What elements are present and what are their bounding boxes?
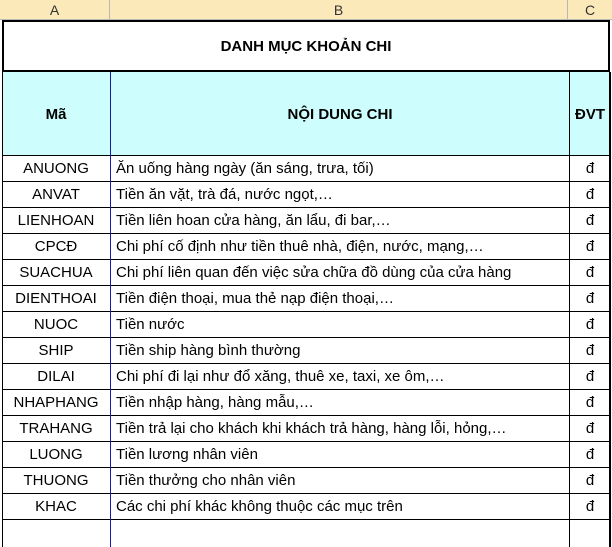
cell-unit[interactable]: đ: [585, 290, 595, 307]
column-header-c[interactable]: C: [584, 2, 596, 18]
cell-code[interactable]: DIENTHOAI: [15, 290, 97, 307]
table-row: [2, 234, 610, 260]
table-row: [2, 494, 610, 520]
cell-description[interactable]: Ăn uống hàng ngày (ăn sáng, trưa, tối): [116, 160, 374, 177]
cell-code[interactable]: TRAHANG: [19, 420, 93, 437]
cell-description[interactable]: Tiền thưởng cho nhân viên: [116, 472, 296, 489]
cell-unit[interactable]: đ: [585, 498, 595, 515]
cell-code[interactable]: KHAC: [35, 498, 77, 515]
cell-code[interactable]: LUONG: [29, 446, 83, 463]
cell-description[interactable]: Tiền nhập hàng, hàng mẫu,…: [116, 394, 314, 411]
cell-description[interactable]: Chi phí cố định như tiền thuê nhà, điện, nước, mạng,…: [116, 238, 484, 255]
header-code[interactable]: Mã: [45, 105, 67, 123]
table-row: [2, 156, 610, 182]
table-row: [2, 286, 610, 312]
table-row: [2, 182, 610, 208]
spreadsheet-grid: [0, 20, 612, 547]
cell-unit[interactable]: đ: [585, 446, 595, 463]
table-header-row: [2, 72, 610, 156]
sheet-title[interactable]: [2, 20, 610, 72]
table-left-border: [2, 72, 3, 547]
column-divider-ab: [110, 72, 111, 547]
cell-unit[interactable]: đ: [585, 316, 595, 333]
column-header-b[interactable]: B: [110, 0, 568, 20]
table-row: [2, 208, 610, 234]
cell-description[interactable]: Tiền liên hoan cửa hàng, ăn lẩu, đi bar,…: [116, 212, 391, 229]
cell-code[interactable]: NHAPHANG: [13, 394, 99, 411]
table-row: [2, 390, 610, 416]
cell-unit[interactable]: đ: [585, 472, 595, 489]
header-unit[interactable]: ĐVT: [575, 105, 605, 123]
table-row: [2, 260, 610, 286]
table-row: [2, 338, 610, 364]
table-body: [2, 156, 610, 520]
cell-description[interactable]: Tiền nước: [116, 316, 185, 333]
cell-code[interactable]: CPCĐ: [34, 238, 78, 255]
cell-unit[interactable]: đ: [585, 212, 595, 229]
column-divider-bc: [569, 72, 570, 547]
table-row: [2, 416, 610, 442]
cell-unit[interactable]: đ: [585, 238, 595, 255]
cell-unit[interactable]: đ: [585, 394, 595, 411]
cell-code[interactable]: SHIP: [38, 342, 74, 359]
cell-description[interactable]: Tiền trả lại cho khách khi khách trả hàng, hàng lỗi, hỏng,…: [116, 420, 507, 437]
cell-description[interactable]: Chi phí đi lại như đổ xăng, thuê xe, taxi, xe ôm,…: [116, 368, 445, 385]
cell-description[interactable]: Các chi phí khác không thuộc các mục trên: [116, 498, 403, 515]
cell-code[interactable]: SUACHUA: [19, 264, 93, 281]
cell-unit[interactable]: đ: [585, 264, 595, 281]
sheet-title-text: DANH MỤC KHOẢN CHI: [220, 37, 392, 55]
cell-code[interactable]: THUONG: [23, 472, 89, 489]
cell-description[interactable]: Tiền điện thoại, mua thẻ nạp điện thoại,…: [116, 290, 394, 307]
table-row: [2, 312, 610, 338]
table-row: [2, 364, 610, 390]
cell-description[interactable]: Tiền ship hàng bình thường: [116, 342, 301, 359]
cell-description[interactable]: Tiền lương nhân viên: [116, 446, 258, 463]
header-description[interactable]: NỘI DUNG CHI: [287, 105, 393, 123]
cell-unit[interactable]: đ: [585, 342, 595, 359]
column-header-bar: [0, 0, 612, 20]
table-right-border: [609, 72, 611, 547]
cell-code[interactable]: ANUONG: [23, 160, 89, 177]
cell-unit[interactable]: đ: [585, 186, 595, 203]
cell-description[interactable]: Tiền ăn vặt, trà đá, nước ngọt,…: [116, 186, 333, 203]
cell-description[interactable]: Chi phí liên quan đến việc sửa chữa đồ dùng của cửa hàng: [116, 264, 512, 281]
cell-code[interactable]: ANVAT: [32, 186, 80, 203]
cell-code[interactable]: DILAI: [37, 368, 75, 385]
table-row: [2, 442, 610, 468]
cell-unit[interactable]: đ: [585, 160, 595, 177]
cell-unit[interactable]: đ: [585, 368, 595, 385]
cell-code[interactable]: NUOC: [33, 316, 79, 333]
cell-unit[interactable]: đ: [585, 420, 595, 437]
cell-code[interactable]: LIENHOAN: [17, 212, 95, 229]
table-row: [2, 468, 610, 494]
column-header-a[interactable]: A: [0, 0, 110, 20]
